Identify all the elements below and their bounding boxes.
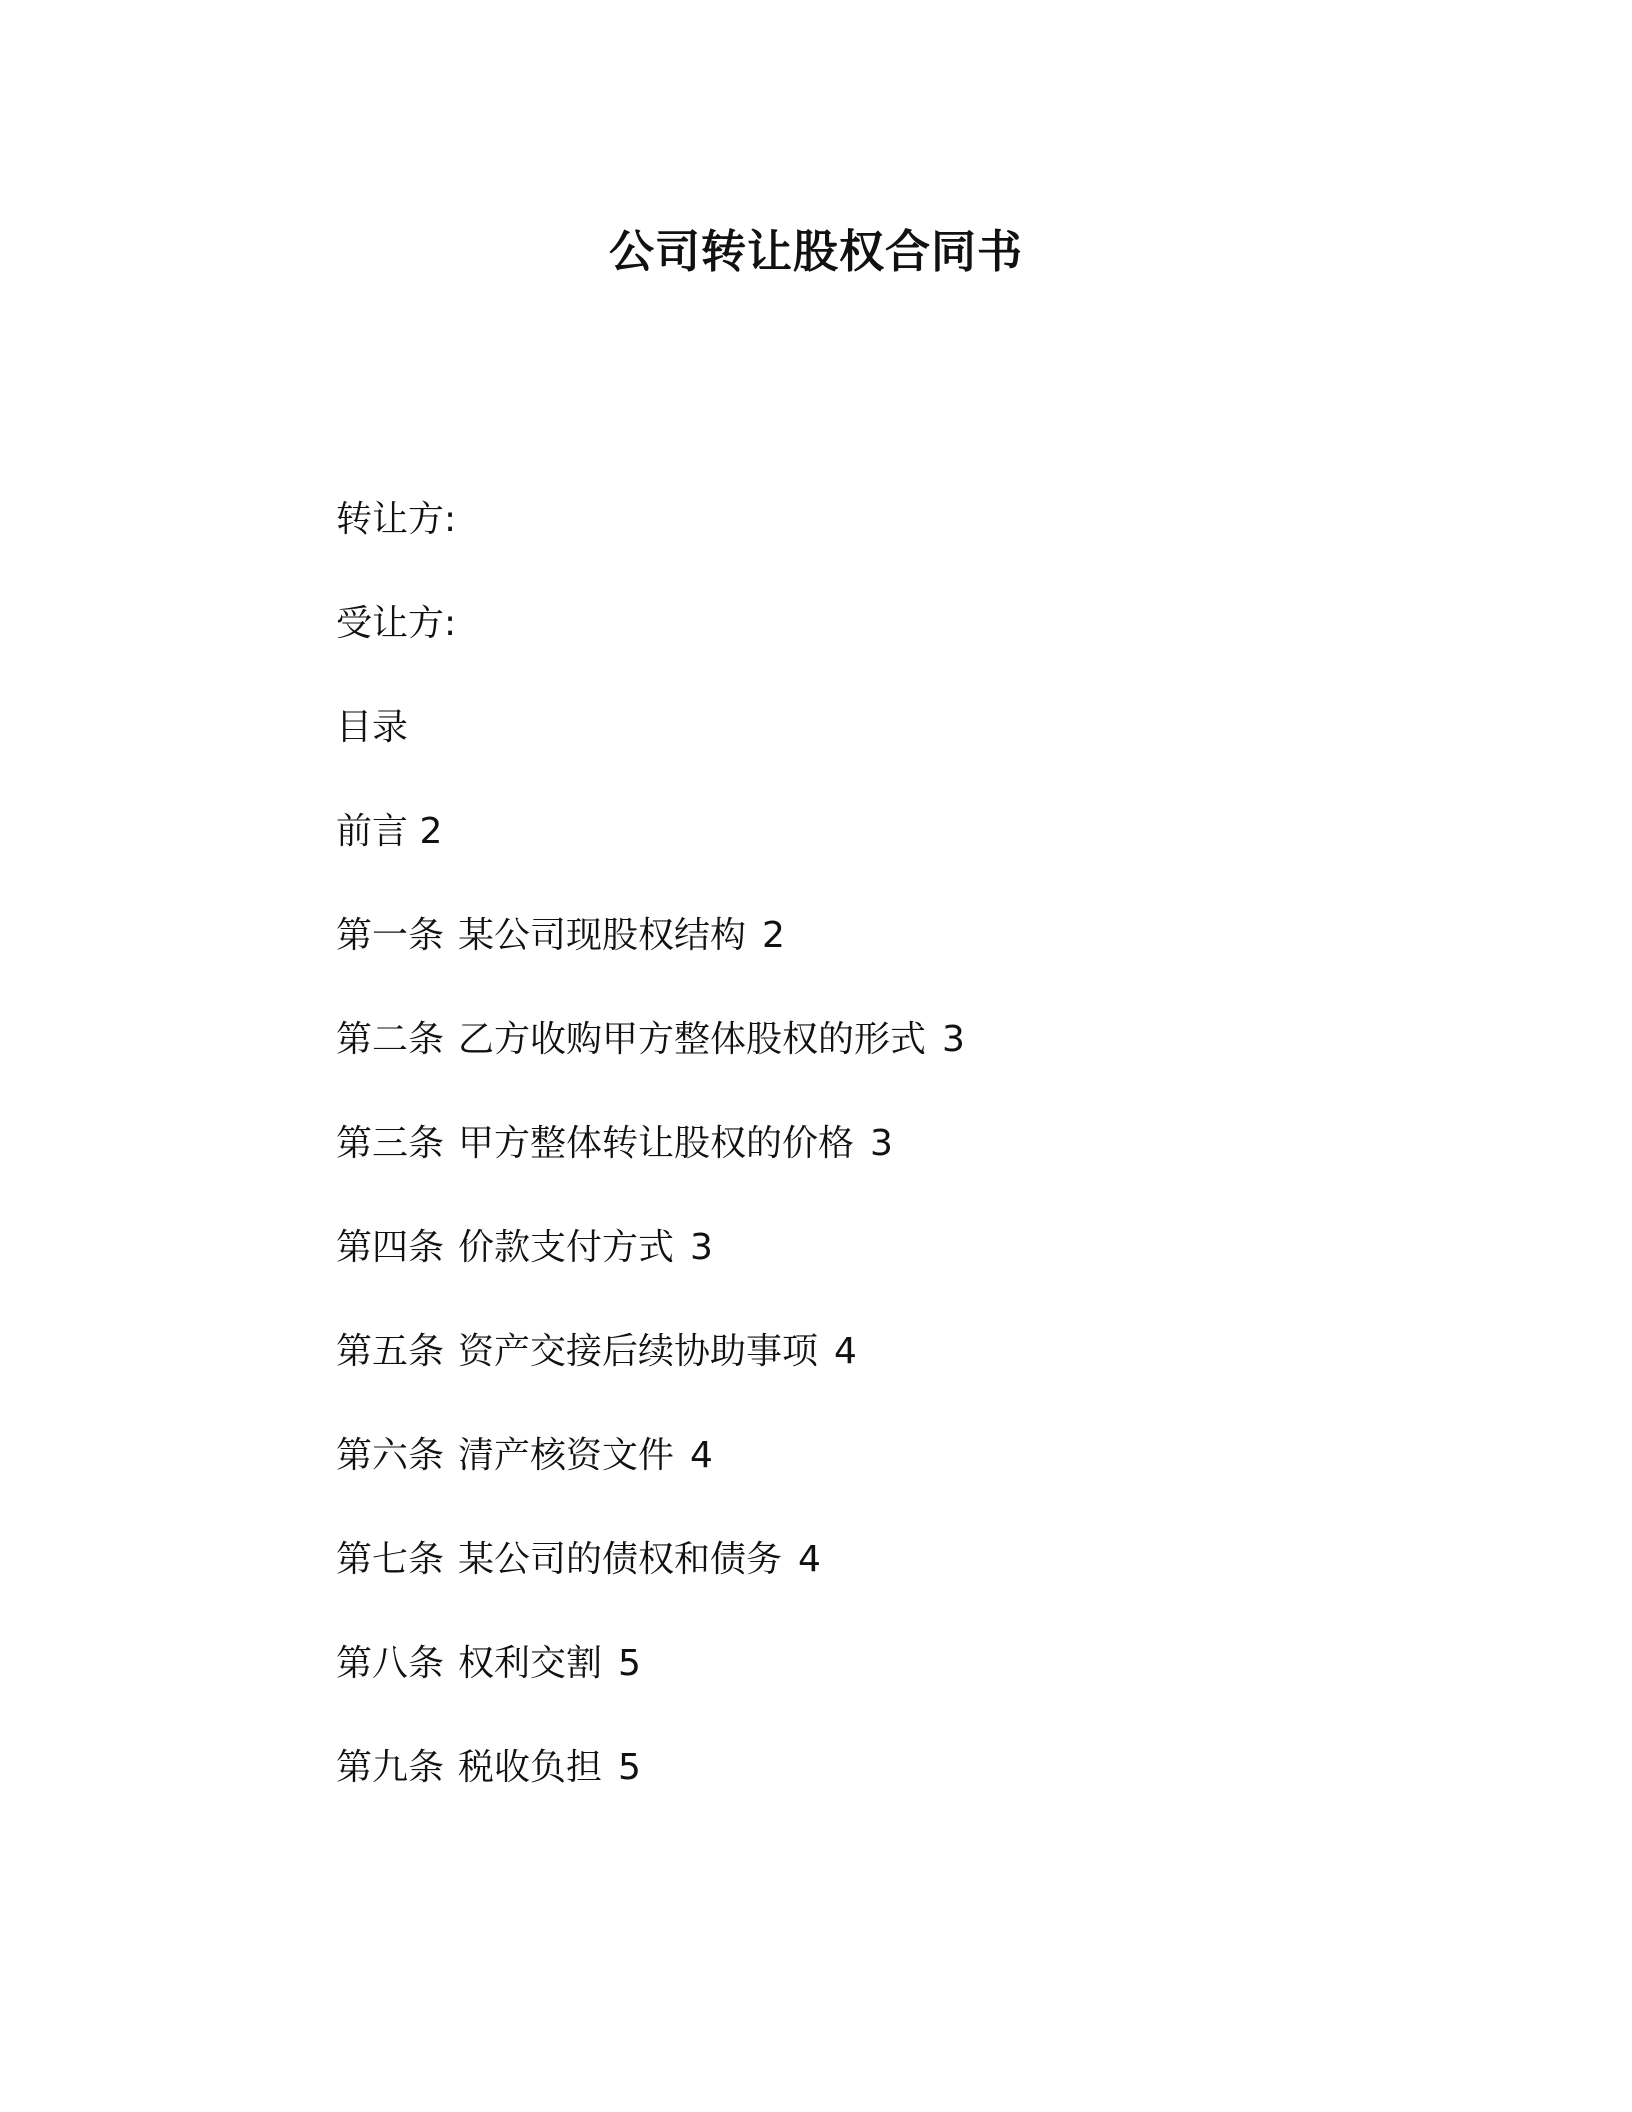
document-title: 公司转让股权合同书 [608, 225, 1023, 278]
toc-item-page: 4 [834, 1331, 857, 1372]
toc-item-page: 3 [870, 1123, 893, 1164]
toc-preface: 前言 2 [336, 811, 443, 852]
toc-item [336, 1743, 1486, 1847]
toc-heading: 目录 [336, 707, 409, 748]
document-body [336, 495, 1486, 1847]
toc-item [336, 1119, 1486, 1223]
toc-item-page: 5 [618, 1747, 641, 1788]
toc-item-title: 清产核资文件 [458, 1435, 675, 1476]
toc-item-number: 第八条 [336, 1643, 445, 1684]
toc-item-number: 第三条 [336, 1123, 445, 1164]
toc-item-page: 5 [618, 1643, 641, 1684]
toc-item-number: 第四条 [336, 1227, 445, 1268]
toc-item-title: 甲方整体转让股权的价格 [458, 1123, 855, 1164]
toc-item-page: 3 [690, 1227, 713, 1268]
toc-item [336, 1223, 1486, 1327]
toc-item [336, 1535, 1486, 1639]
toc-item [336, 1639, 1486, 1743]
toc-item-page: 3 [942, 1019, 965, 1060]
toc-item-title: 权利交割 [458, 1643, 603, 1684]
toc-item-number: 第五条 [336, 1331, 445, 1372]
toc-item-title: 税收负担 [458, 1747, 603, 1788]
toc-item-number: 第六条 [336, 1435, 445, 1476]
toc-item [336, 911, 1486, 1015]
toc-item [336, 1327, 1486, 1431]
toc-item-title: 资产交接后续协助事项 [458, 1331, 819, 1372]
toc-item-page: 4 [798, 1539, 821, 1580]
toc-item-page: 4 [690, 1435, 713, 1476]
toc-item-number: 第七条 [336, 1539, 445, 1580]
toc-item-title: 某公司的债权和债务 [458, 1539, 783, 1580]
toc-item-title: 价款支付方式 [458, 1227, 675, 1268]
toc-item-number: 第二条 [336, 1019, 445, 1060]
toc-item-page: 2 [762, 915, 785, 956]
toc-item-title: 乙方收购甲方整体股权的形式 [458, 1019, 927, 1060]
toc-item [336, 1015, 1486, 1119]
transferor-label: 转让方: [336, 499, 457, 540]
toc-item-title: 某公司现股权结构 [458, 915, 747, 956]
transferee-label: 受让方: [336, 603, 457, 644]
toc-item-number: 第一条 [336, 915, 445, 956]
toc-item [336, 1431, 1486, 1535]
toc-item-number: 第九条 [336, 1747, 445, 1788]
